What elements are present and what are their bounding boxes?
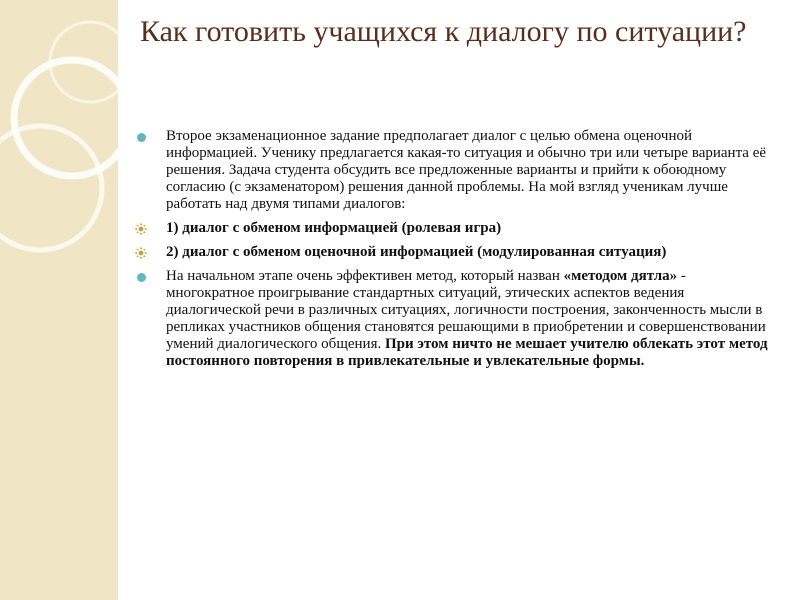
decorative-rings — [0, 0, 140, 600]
sun-bullet-icon — [135, 247, 147, 259]
paragraph-3-conclusion: При этом ничто не мешает учителю облекать этот метод постоянного повторения в привлекательные и увлекательные формы. — [166, 336, 768, 369]
point-1-text: 1) диалог с обменом информацией (ролевая игра) — [166, 220, 502, 236]
sun-bullet-icon — [135, 223, 147, 235]
circle-bullet-icon — [137, 273, 146, 282]
paragraph-3-middle: - многократное проигрывание стандартных ситуаций, этических аспектов ведения диалогической речи в различных ситуациях, логичности построения, законченность мысли в репликах участников общения становятся решающими в приобретении и совершенствовании умений диалогического общения. — [166, 268, 766, 352]
point-2-text: 2) диалог с обменом оценочной информацией (модулированная ситуация) — [166, 244, 667, 260]
bullet-point-1 — [137, 220, 777, 237]
paragraph-3-intro: На начальном этапе очень эффективен метод, который назван — [166, 268, 564, 284]
method-name: «методом дятла» — [563, 268, 678, 284]
circle-bullet-icon — [137, 133, 146, 142]
bullet-point-2 — [137, 244, 777, 261]
bullet-paragraph-3 — [137, 268, 777, 370]
slide-content — [137, 128, 777, 377]
slide-title: Как готовить учащихся к диалогу по ситуации? — [140, 15, 747, 48]
paragraph-1-text: Второе экзаменационное задание предполагает диалог с целью обмена оценочной информацией. Ученику предлагается какая-то ситуация и обычно три или четыре варианта её решения. Задача студента обсудить все предложенные варианты и прийти к обоюдному согласию (с экзаменатором) решения данной проблемы. На мой взгляд ученикам лучше работать над двумя типами диалогов: — [166, 128, 767, 212]
bullet-paragraph-1 — [137, 128, 777, 213]
